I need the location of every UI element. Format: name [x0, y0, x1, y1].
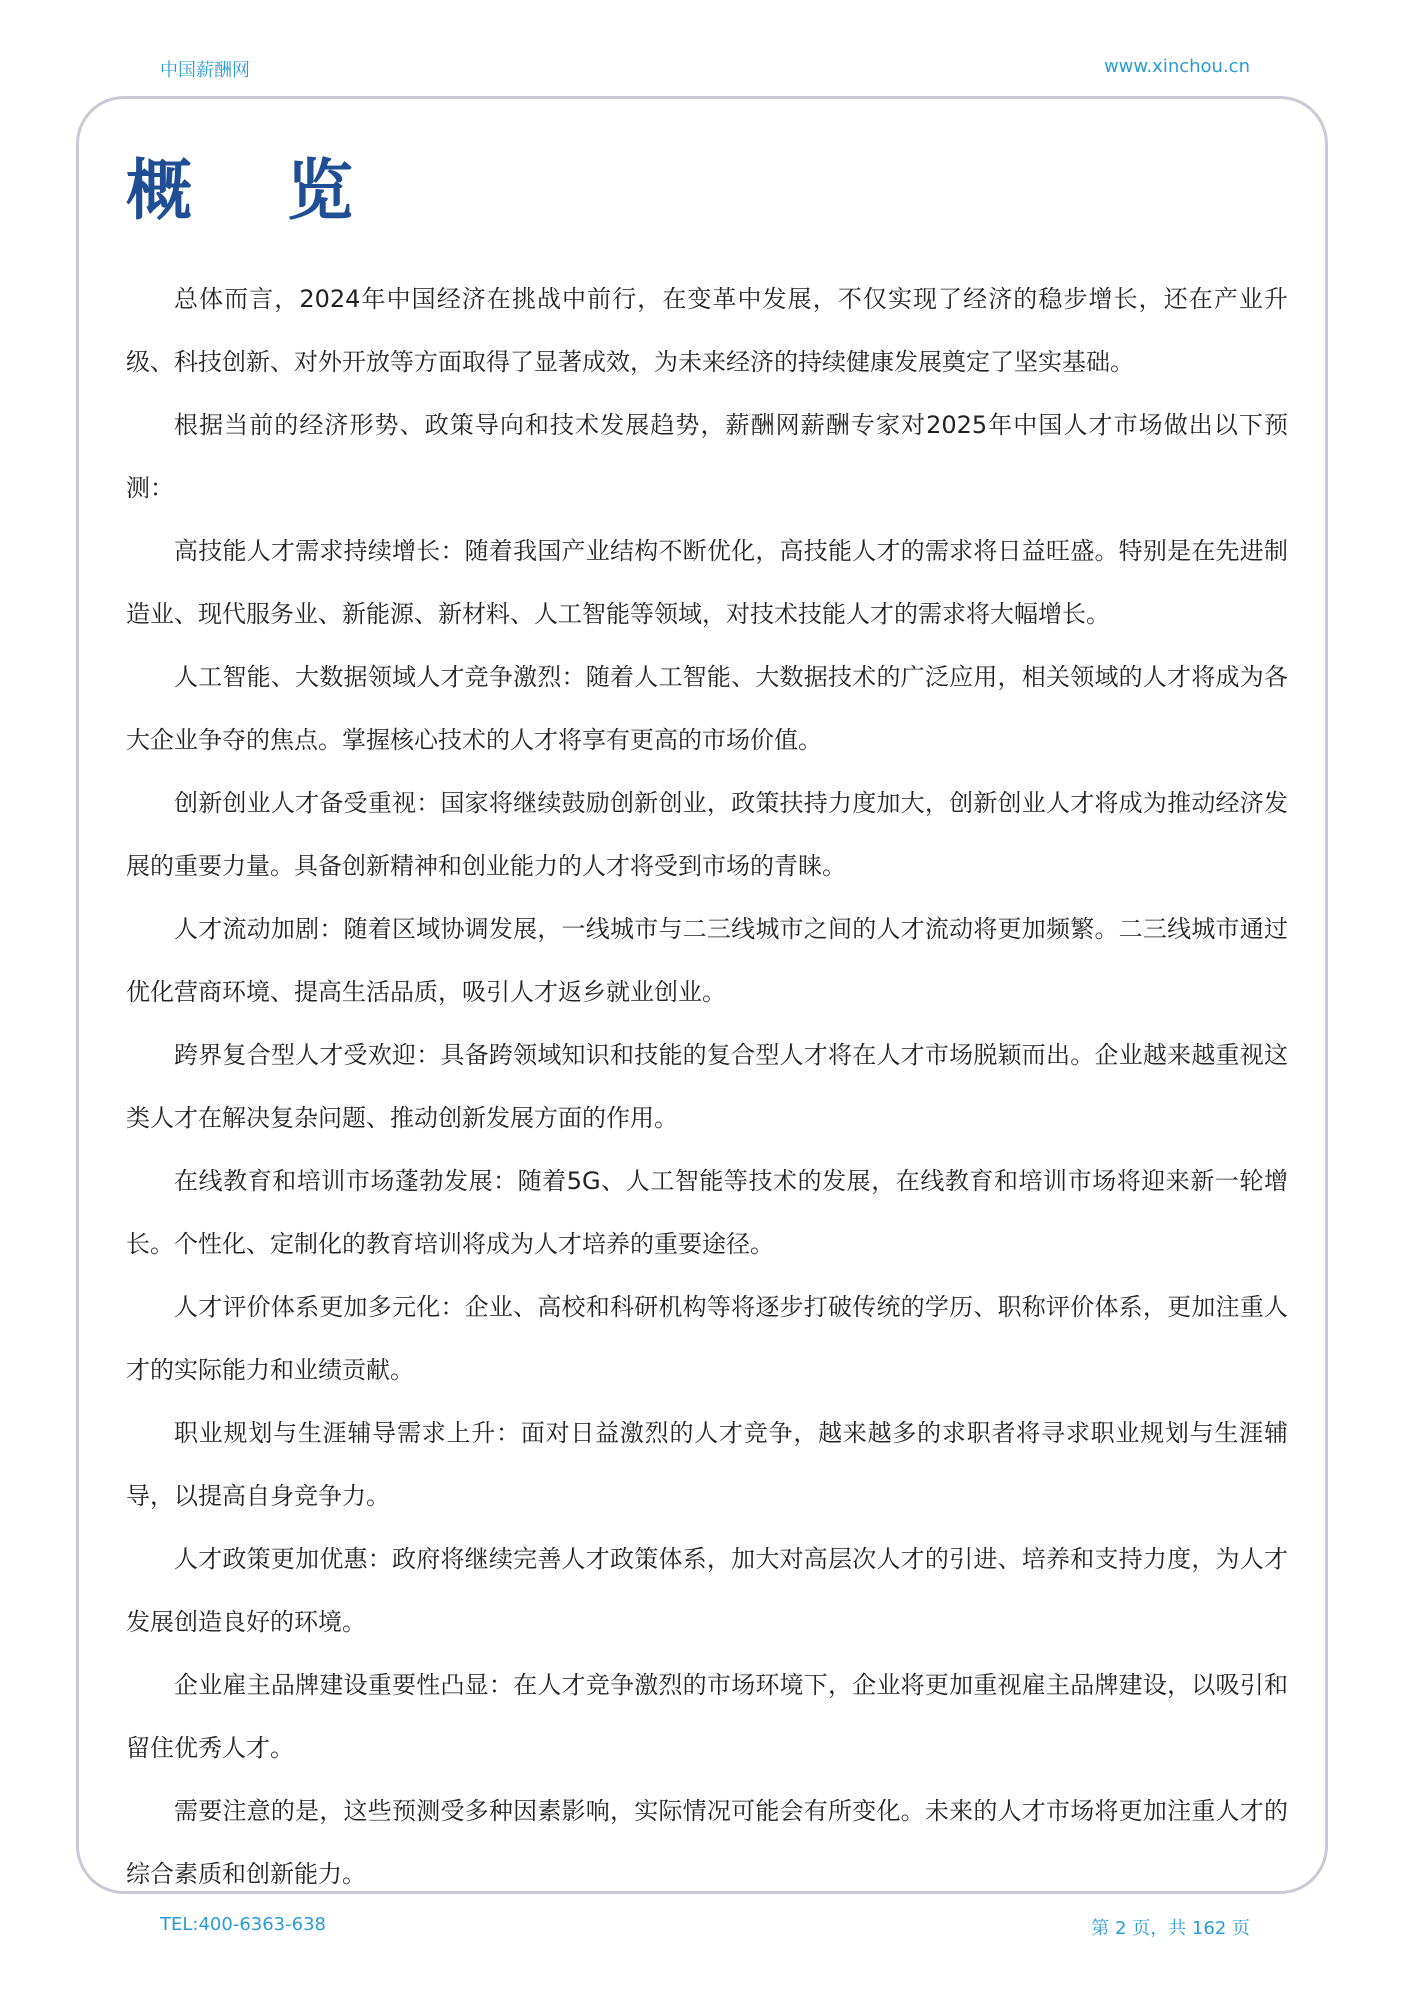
page-title: 概 览 [126, 152, 389, 229]
paragraph-online-education: 在线教育和培训市场蓬勃发展：随着5G、人工智能等技术的发展，在线教育和培训市场将迎来新一轮增长。个性化、定制化的教育培训将成为人才培养的重要途径。 [126, 1167, 1288, 1258]
paragraph-innovation: 创新创业人才备受重视：国家将继续鼓励创新创业，政策扶持力度加大，创新创业人才将成为推动经济发展的重要力量。具备创新精神和创业能力的人才将受到市场的青睐。 [126, 789, 1288, 880]
header-brand: 中国薪酬网 [160, 60, 250, 81]
paragraph-employer-brand: 企业雇主品牌建设重要性凸显：在人才竞争激烈的市场环境下，企业将更加重视雇主品牌建设，以吸引和留住优秀人才。 [126, 1671, 1288, 1762]
paragraph-high-skill: 高技能人才需求持续增长：随着我国产业结构不断优化，高技能人才的需求将日益旺盛。特别是在先进制造业、现代服务业、新能源、新材料、人工智能等领域，对技术技能人才的需求将大幅增长。 [126, 537, 1288, 628]
paragraph-career-planning: 职业规划与生涯辅导需求上升：面对日益激烈的人才竞争，越来越多的求职者将寻求职业规划与生涯辅导，以提高自身竞争力。 [126, 1419, 1288, 1510]
paragraph-conclusion: 需要注意的是，这些预测受多种因素影响，实际情况可能会有所变化。未来的人才市场将更加注重人才的综合素质和创新能力。 [126, 1797, 1288, 1888]
paragraph-cross-field: 跨界复合型人才受欢迎：具备跨领域知识和技能的复合型人才将在人才市场脱颖而出。企业越来越重视这类人才在解决复杂问题、推动创新发展方面的作用。 [126, 1041, 1288, 1132]
header-website-link[interactable]: www.xinchou.cn [1103, 56, 1250, 77]
paragraph-talent-flow: 人才流动加剧：随着区域协调发展，一线城市与二三线城市之间的人才流动将更加频繁。二三线城市通过优化营商环境、提高生活品质，吸引人才返乡就业创业。 [126, 915, 1288, 1006]
paragraph-ai-bigdata: 人工智能、大数据领域人才竞争激烈：随着人工智能、大数据技术的广泛应用，相关领域的人才将成为各大企业争夺的焦点。掌握核心技术的人才将享有更高的市场价值。 [126, 663, 1288, 754]
paragraph-talent-policy: 人才政策更加优惠：政府将继续完善人才政策体系，加大对高层次人才的引进、培养和支持力度，为人才发展创造良好的环境。 [126, 1545, 1288, 1636]
footer-phone: TEL:400-6363-638 [160, 1914, 326, 1935]
body-text [126, 268, 1288, 1906]
paragraph-summary: 总体而言，2024年中国经济在挑战中前行，在变革中发展，不仅实现了经济的稳步增长，还在产业升级、科技创新、对外开放等方面取得了显著成效，为未来经济的持续健康发展奠定了坚实基础。 [126, 285, 1288, 376]
footer-page-number: 第 2 页，共 162 页 [1091, 1918, 1250, 1939]
paragraph-forecast-intro: 根据当前的经济形势、政策导向和技术发展趋势，薪酬网薪酬专家对2025年中国人才市场做出以下预测： [126, 411, 1288, 502]
paragraph-evaluation: 人才评价体系更加多元化：企业、高校和科研机构等将逐步打破传统的学历、职称评价体系，更加注重人才的实际能力和业绩贡献。 [126, 1293, 1288, 1384]
